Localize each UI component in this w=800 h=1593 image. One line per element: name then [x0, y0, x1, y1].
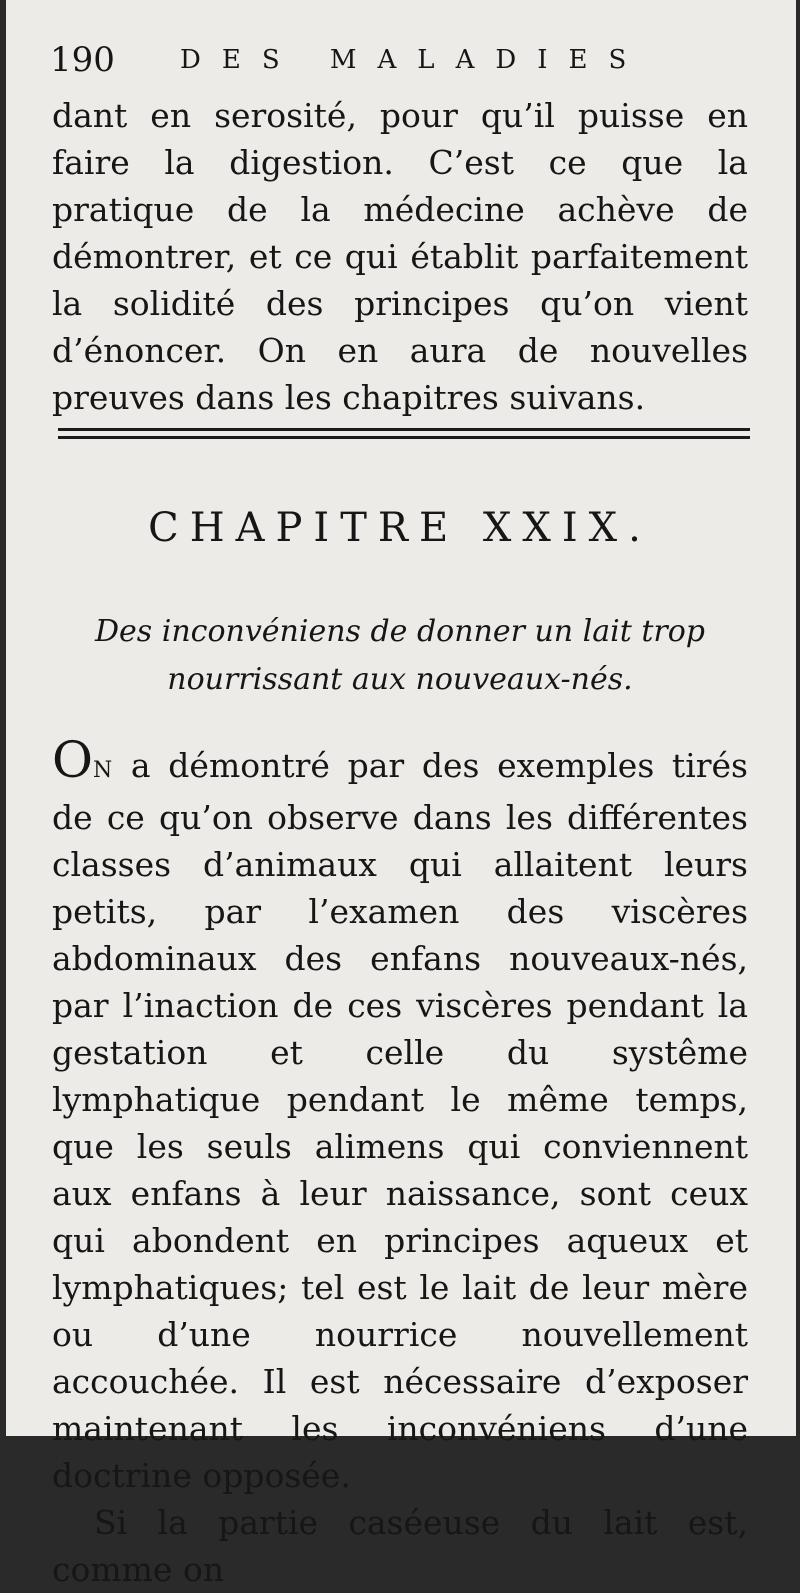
chapter-body: [52, 731, 748, 1593]
body-paragraph-2: Si la partie caséeuse du lait est, comme on: [52, 1503, 748, 1589]
book-page: [6, 0, 796, 1589]
paragraph-1-text: a démontré par des exemples tirés de ce qu’on observe dans les différentes classes d’animaux qui allaitent leurs petits, par l’examen des viscères abdominaux des enfans nouveaux-nés, par l’inaction de ces viscères pendant la gestation et celle du systême lymphatique pendant le même temps, que les seuls alimens qui conviennent aux enfans à leur naissance, sont ceux qui abondent en principes aqueux et lymphatiques; tel est le lait de leur mère ou d’une nourrice nouvellement accouchée. Il est nécessaire d’exposer maintenant les inconvéniens d’une doctrine opposée.: [52, 746, 748, 1495]
initial-letter: O: [52, 731, 93, 789]
chapter-divider-top: [58, 428, 750, 431]
initial-small-caps: N: [93, 758, 114, 783]
continuation-text: dant en serosité, pour qu’il puisse en faire la digestion. C’est ce que la pratique de la médecine achève de démontrer, et ce qui établit parfaitement la solidité des principes qu’on vient d’énoncer. On en aura de nouvelles preuves dans les chapitres suivans.: [52, 96, 748, 417]
running-title: DES MALADIES: [180, 45, 648, 75]
body-paragraph-1: [52, 731, 748, 1499]
chapter-divider-bottom: [58, 436, 750, 439]
chapter-title: CHAPITRE XXIX.: [148, 505, 652, 551]
chapter-subtitle: Des inconvéniens de donner un lait trop nourrissant aux nouveaux-nés.: [94, 614, 705, 697]
page-header: [50, 40, 750, 80]
continuation-paragraph: [52, 92, 748, 421]
page-number: 190: [50, 40, 115, 80]
